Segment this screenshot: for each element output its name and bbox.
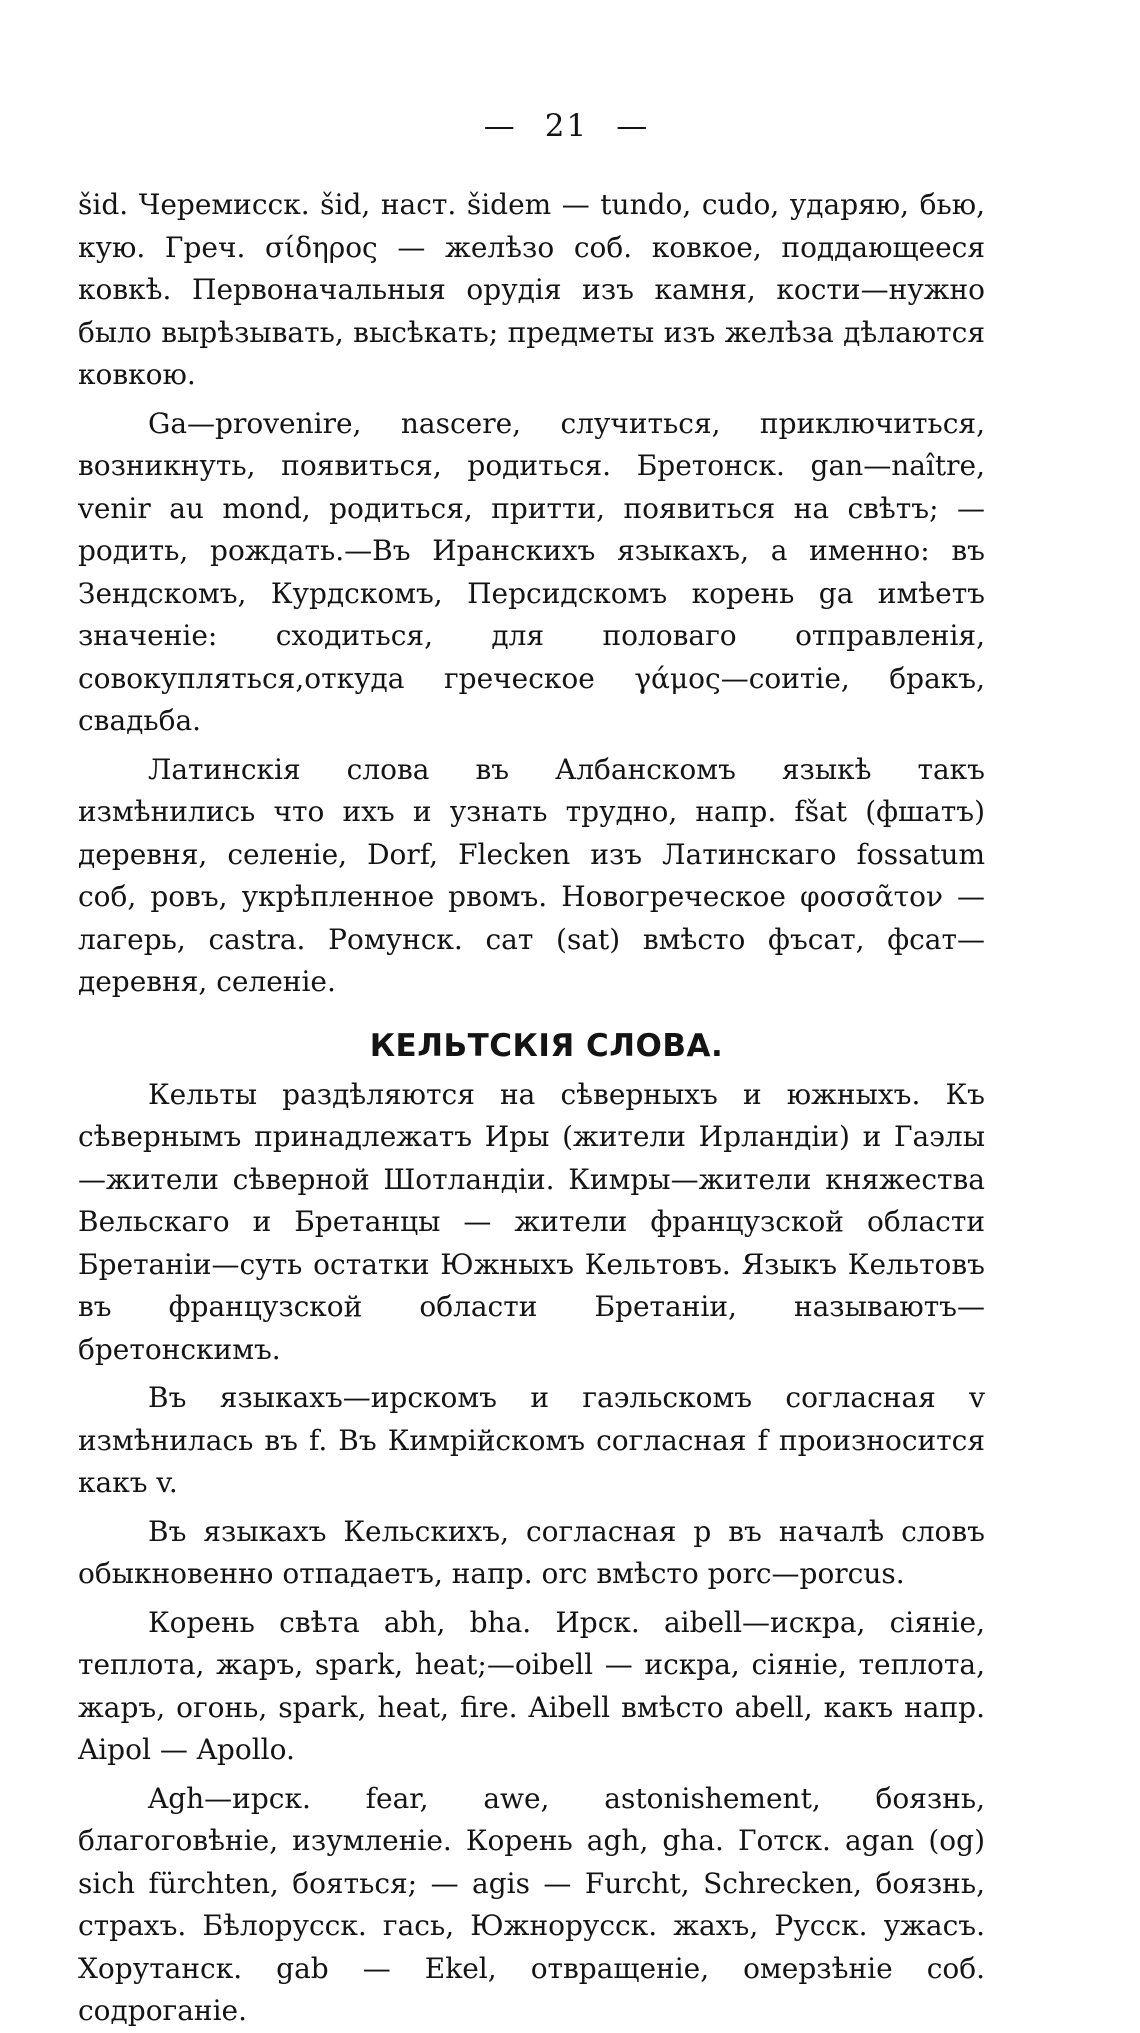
page-header (78, 108, 985, 144)
paragraph-latin-albanian: Латинскія слова въ Албанскомъ языкѣ такъ измѣнились что ихъ и узнать трудно, напр. fšat (фшатъ) деревня, селеніе, Dorf, Flecken изъ Латинскаго fossatum соб, ровъ, укрѣпленное рвомъ. Новогреческое φοσσᾶτον — лагерь, castra. Ромунск. сат (sat) вмѣсто фъсат, фсат—деревня, селеніе. (78, 752, 985, 998)
page-number-dash-right: — (616, 108, 650, 144)
paragraph-abh: Корень свѣта abh, bha. Ирск. aibell—искра, сіяніе, теплота, жаръ, spark, heat;—oibell — искра, сіяніе, теплота, жаръ, огонь, spark, heat, fire. Aibell вмѣсто abell, какъ напр. Aipol — Apollo. (78, 1605, 985, 1766)
section-heading-celtic: КЕЛЬТСКІЯ СЛОВА. (369, 1027, 724, 1064)
paragraph-agh: Agh—ирск. fear, awe, astonishement, боязнь, благоговѣніе, изумленіе. Корень agh, gha. Готск. agan (og) sich fürchten, бояться; — agis — Furcht, Schrecken, боязнь, страхъ. Бѣлорусск. гась, Южнорусск. жахъ, Русск. ужасъ. Хорутанск. gab — Ekel, отвращеніе, омерзѣніе соб. содроганіе. (78, 1781, 985, 2027)
paragraph-p-loss: Въ языкахъ Кельскихъ, согласная p въ началѣ словъ обыкновенно отпадаетъ, напр. orc вмѣсто porc—porcus. (78, 1514, 985, 1590)
paragraph-sid: šid. Черемисск. šid, наст. šidem — tundo, cudo, ударяю, бью, кую. Греч. σίδηρος — желѣзо соб. ковкое, поддающееся ковкѣ. Первоначальныя орудія изъ камня, кости—нужно было вырѣзывать, высѣкать; предметы изъ желѣза дѣлаются ковкою. (78, 188, 985, 391)
page-number: 21 (544, 108, 589, 144)
paragraph-v-to-f: Въ языкахъ—ирскомъ и гаэльскомъ согласная v измѣнилась въ f. Въ Кимрійскомъ согласная f произносится какъ v. (78, 1381, 985, 1499)
page-number-dash-left: — (483, 108, 517, 144)
paragraph-ga: Ga—provenire, nascere, случиться, приключиться, возникнуть, появиться, родиться. Бретонск. gan—naître, venir au mond, родиться, притти, появиться на свѣтъ; — родить, рождать.—Въ Иранскихъ языкахъ, а именно: въ Зендскомъ, Курдскомъ, Персидскомъ корень ga имѣетъ значеніе: сходиться, для половаго отправленія, совокупляться,откуда греческое γάμος—соитіе, бракъ, свадьба. (78, 406, 985, 737)
paragraph-celts-division: Кельты раздѣляются на сѣверныхъ и южныхъ. Къ сѣвернымъ принадлежатъ Иры (жители Ирландіи) и Гаэлы—жители сѣверной Шотландіи. Кимры—жители княжества Вельскаго и Бретанцы — жители французской области Бретаніи—суть остатки Южныхъ Кельтовъ. Языкъ Кельтовъ въ французской области Бретаніи, называютъ—бретонскимъ. (78, 1077, 985, 1366)
